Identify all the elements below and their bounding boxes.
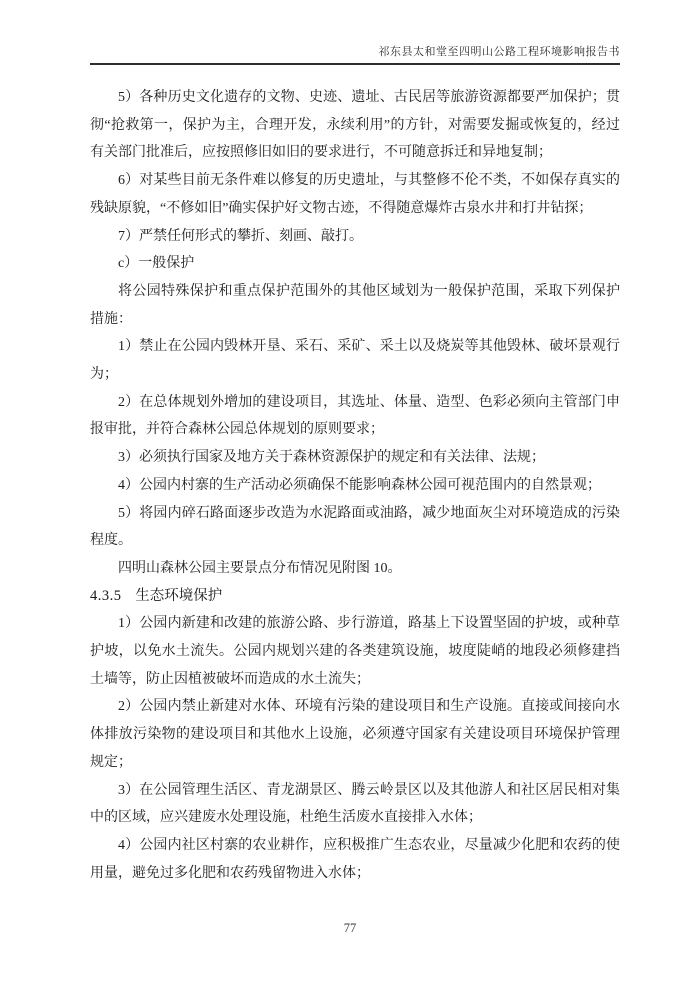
paragraph: 3）必须执行国家及地方关于森林资源保护的规定和有关法律、法规； [118, 450, 545, 466]
paragraph: 1）公园内新建和改建的旅游公路、步行游道，路基上下设置坚固的护坡，或种草护坡，以免水土流失。公园内规划兴建的各类建筑设施，坡度陡峭的地段必须修建挡土墙等，防止因植被破坏而造成的水土流失； [90, 616, 620, 687]
document-body [90, 84, 620, 887]
section-heading-number: 4.3.5 [90, 587, 122, 604]
paragraph: 7）严禁任何形式的攀折、刻画、敲打。 [118, 228, 363, 244]
section-heading-title: 生态环境保护 [135, 587, 223, 604]
paragraph: 2）公园内禁止新建对水体、环境有污染的建设项目和生产设施。直接或间接向水体排放污染物的建设项目和其他水上设施，必须遵守国家有关建设项目环境保护管理规定； [90, 699, 620, 770]
paragraph: 6）对某些目前无条件难以修复的历史遗址，与其整修不伦不类，不如保存真实的残缺原貌，“不修如旧”确实保护好文物古迹，不得随意爆炸古泉水井和打井钻探； [90, 173, 620, 216]
paragraph: 2）在总体规划外增加的建设项目，其选址、体量、造型、色彩必须向主管部门申报审批，并符合森林公园总体规划的原则要求； [90, 394, 620, 438]
running-header-title: 祁东县太和堂至四明山公路工程环境影响报告书 [378, 46, 620, 58]
paragraph: 5）将园内碎石路面逐步改造为水泥路面或油路，减少地面灰尘对环境造成的污染程度。 [90, 505, 620, 549]
paragraph: 4）公园内社区村寨的农业耕作，应积极推广生态农业，尽量减少化肥和农药的使用量，避免过多化肥和农药残留物进入水体； [90, 837, 620, 881]
page-number: 77 [343, 921, 357, 935]
paragraph: 3）在公园管理生活区、青龙湖景区、腾云岭景区以及其他游人和社区居民相对集中的区域，应兴建废水处理设施，杜绝生活废水直接排入水体； [90, 782, 620, 826]
paragraph: c）一般保护 [118, 256, 195, 272]
paragraph: 1）禁止在公园内毁林开垦、采石、采矿、采土以及烧炭等其他毁林、破坏景观行为； [90, 339, 620, 383]
header-rule [90, 63, 620, 65]
paragraph: 4）公园内村寨的生产活动必须确保不能影响森林公园可视范围内的自然景观； [118, 477, 601, 493]
paragraph: 四明山森林公园主要景点分布情况见附图 10。 [118, 560, 402, 576]
paragraph: 将公园特殊保护和重点保护范围外的其他区域划为一般保护范围，采取下列保护措施： [90, 283, 620, 327]
paragraph: 5）各种历史文化遗存的文物、史迹、遗址、古民居等旅游资源都要严加保护；贯彻“抢救第一，保护为主，合理开发，永续利用”的方针，对需要发掘或恢复的，经过有关部门批准后，应按照修旧如旧的要求进行，不可随意拆迁和异地复制； [90, 90, 620, 161]
section-heading [90, 583, 620, 611]
